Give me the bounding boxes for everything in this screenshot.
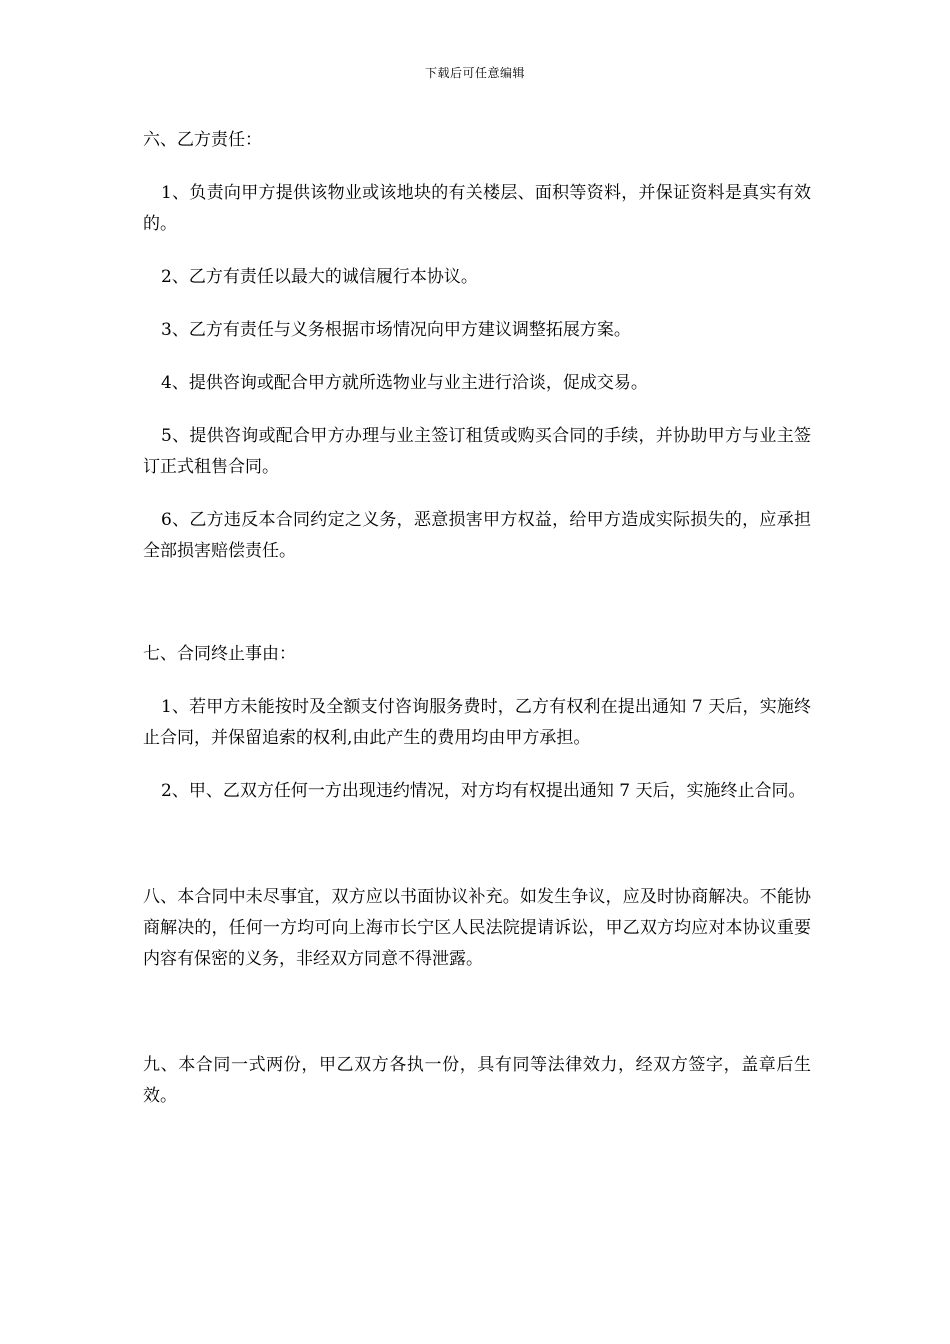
section-7-title: 七、合同终止事由： [143, 644, 296, 664]
section-6-item-6: 6、乙方违反本合同约定之义务，恶意损害甲方权益，给甲方造成实际损失的，应承担全部损害赔偿责任。 [143, 510, 811, 561]
section-6-item-1: 1、负责向甲方提供该物业或该地块的有关楼层、面积等资料，并保证资料是真实有效的。 [143, 183, 811, 234]
section-9-text: 九、本合同一式两份，甲乙双方各执一份，具有同等法律效力，经双方签字，盖章后生效。 [143, 1055, 811, 1106]
header-note: 下载后可任意编辑 [424, 66, 525, 80]
section-6-item-4: 4、提供咨询或配合甲方就所选物业与业主进行洽谈，促成交易。 [161, 373, 648, 393]
section-6-item-2: 2、乙方有责任以最大的诚信履行本协议。 [161, 267, 478, 287]
section-6-item-5: 5、提供咨询或配合甲方办理与业主签订租赁或购买合同的手续，并协助甲方与业主签订正式租售合同。 [143, 426, 811, 477]
section-6-item-3: 3、乙方有责任与义务根据市场情况向甲方建议调整拓展方案。 [161, 320, 631, 340]
section-spacer [143, 589, 811, 639]
section-8-text: 八、本合同中未尽事宜，双方应以书面协议补充。如发生争议，应及时协商解决。不能协商解决的，任何一方均可向上海市长宁区人民法院提请诉讼，甲乙双方均应对本协议重要内容有保密的义务，非经双方同意不得泄露。 [143, 887, 811, 969]
section-7-item-2: 2、甲、乙双方任何一方出现违约情况，对方均有权提出通知 7 天后，实施终止合同。 [161, 781, 806, 801]
document-body [143, 125, 811, 1134]
section-spacer [143, 829, 811, 882]
section-spacer [143, 997, 811, 1050]
section-7-item-1: 1、若甲方未能按时及全额支付咨询服务费时，乙方有权利在提出通知 7 天后，实施终止合同，并保留追索的权利,由此产生的费用均由甲方承担。 [143, 697, 811, 748]
section-6-title: 六、乙方责任： [143, 130, 262, 150]
